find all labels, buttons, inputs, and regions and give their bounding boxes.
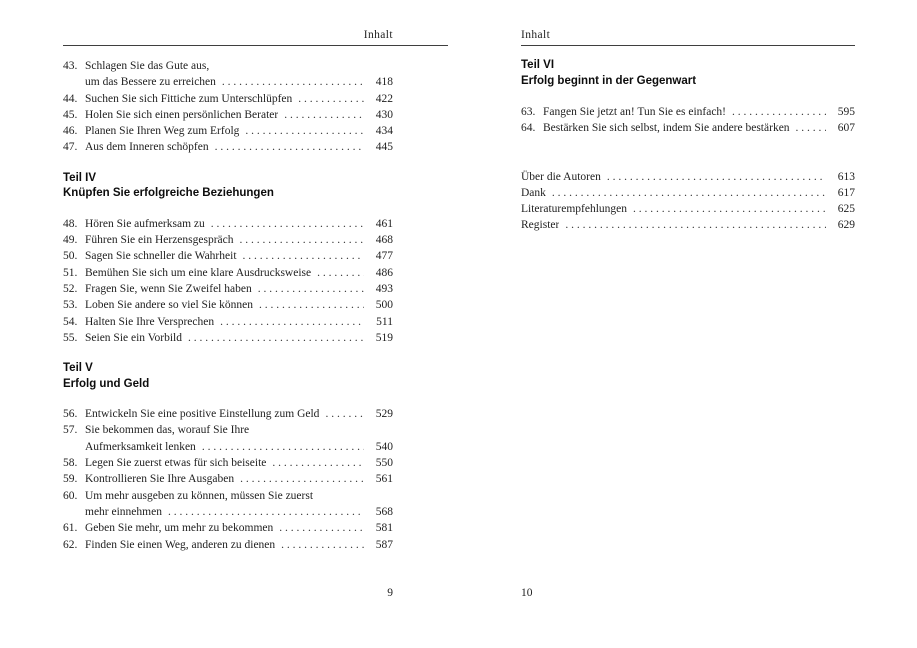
toc-entry [63,107,393,123]
entry-page-number: 625 [837,203,855,216]
entry-page-number: 418 [375,76,393,89]
entry-page-number: 568 [375,505,393,518]
dot-leader [272,455,364,471]
entry-body [85,406,393,422]
entry-body [85,314,393,330]
dot-leader [607,169,826,185]
entry-title: Finden Sie einen Weg, anderen zu dienen [85,538,276,551]
entry-page-number: 540 [375,440,393,453]
entry-page-number: 595 [837,106,855,118]
entry-body [85,488,393,521]
backmatter-entry [521,169,855,185]
entry-title: Über die Autoren [521,170,601,183]
entry-title: Legen Sie zuerst etwas für sich beiseite [85,457,267,470]
entry-number: 60. [63,489,78,502]
entry-body [85,232,393,248]
entry-page-number: 486 [375,266,393,279]
entry-title: Literaturempfehlungen [521,203,628,216]
section-heading [63,361,393,392]
entry-number: 54. [63,315,78,328]
entry-body [85,107,393,123]
entry-body [85,297,393,313]
entry-page-number: 511 [376,315,393,328]
toc-entry [63,139,393,155]
entry-title: Loben Sie andere so viel Sie können [85,299,253,312]
entry-page-number: 587 [375,538,393,551]
toc-entry [63,520,393,536]
entry-page-number: 445 [375,141,393,154]
entry-number: 49. [63,234,78,247]
entry-page-number: 500 [375,299,393,312]
entry-number: 46. [63,125,78,138]
running-head-label: Inhalt [363,29,393,41]
running-head [521,28,855,42]
entry-page-number: 561 [375,473,393,486]
dot-leader [168,504,364,520]
entry-body [543,104,855,120]
entry-number: 53. [63,299,78,312]
entry-number: 44. [63,92,78,105]
dot-leader [258,281,364,297]
toc-entry [63,455,393,471]
toc-entry [63,422,393,455]
entry-number: 59. [63,473,78,486]
dot-leader [281,537,364,553]
toc-entry [521,120,855,136]
backmatter-list [521,169,855,234]
dot-leader [565,217,826,233]
entry-title: Register [521,219,560,232]
dot-leader [202,439,364,455]
section-heading [521,58,855,89]
entry-body [85,91,393,107]
entry-body [85,471,393,487]
toc-entry [63,232,393,248]
entry-number: 50. [63,250,78,263]
dot-leader [245,123,364,139]
entry-number: 64. [521,122,536,135]
dot-leader [222,74,364,90]
entry-body [85,216,393,232]
entry-page-number: 607 [837,122,855,135]
toc-entry [63,123,393,139]
entry-page-number: 550 [375,457,393,470]
entry-body [85,281,393,297]
entry-body [85,139,393,155]
entry-page-number: 430 [375,108,393,121]
entry-page-number: 519 [375,331,393,344]
entry-page-number: 629 [837,219,855,232]
toc-entry [63,248,393,264]
part-title: Erfolg und Geld [63,377,150,390]
entry-page-number: 461 [375,217,393,230]
entry-number: 55. [63,331,78,344]
toc-entry [63,330,393,346]
entry-title: Entwickeln Sie eine positive Einstellung zum Geld [85,408,320,421]
entry-title: Bemühen Sie sich um eine klare Ausdrucksweise [85,266,312,279]
toc-entry [521,104,855,120]
left-page [63,28,448,599]
entry-page-number: 477 [375,250,393,263]
entry-title-line1: Sie bekommen das, worauf Sie Ihre [85,424,250,437]
toc-entry [63,216,393,232]
entry-title-line2: um das Bessere zu erreichen [85,76,216,89]
entry-number: 43. [63,60,78,72]
entry-title: Dank [521,186,546,199]
entry-title-line2: mehr einnehmen [85,505,162,518]
entry-body [85,455,393,471]
entry-title: Suchen Sie sich Fittiche zum Unterschlüpfen [85,92,293,105]
entry-body [85,58,393,91]
entry-number: 52. [63,282,78,295]
entry-page-number: 581 [375,522,393,535]
entry-title: Kontrollieren Sie Ihre Ausgaben [85,473,235,486]
dot-leader [243,248,364,264]
dot-leader [633,201,826,217]
entry-title: Planen Sie Ihren Weg zum Erfolg [85,125,240,138]
dot-leader [220,314,364,330]
toc-entry [63,297,393,313]
toc-entry [63,537,393,553]
entry-number: 57. [63,424,78,437]
entry-number: 61. [63,522,78,535]
part-label: Teil IV [63,171,97,184]
entry-page-number: 434 [375,125,393,138]
entry-number: 47. [63,141,78,154]
dot-leader [325,406,364,422]
entry-title: Aus dem Inneren schöpfen [85,141,209,154]
dot-leader [284,107,364,123]
toc-entry [63,91,393,107]
entry-number: 48. [63,217,78,230]
entry-title: Fangen Sie jetzt an! Tun Sie es einfach! [543,106,727,118]
entry-title: Halten Sie Ihre Versprechen [85,315,215,328]
entry-number: 45. [63,108,78,121]
entry-title: Sagen Sie schneller die Wahrheit [85,250,237,263]
toc-entry [63,488,393,521]
entry-page-number: 617 [837,186,855,199]
dot-leader [259,297,364,313]
toc-entry [63,406,393,422]
entry-title: Seien Sie ein Vorbild [85,331,183,344]
entry-title-line1: Schlagen Sie das Gute aus, [85,60,210,72]
entry-title: Fragen Sie, wenn Sie Zweifel haben [85,282,252,295]
entry-body [543,120,855,136]
backmatter-entry [521,217,855,233]
entry-body [85,123,393,139]
entry-page-number: 468 [375,234,393,247]
dot-leader [732,104,826,120]
entry-title-line2: Aufmerksamkeit lenken [85,440,196,453]
entry-body [85,520,393,536]
entry-title: Hören Sie aufmerksam zu [85,217,205,230]
toc-entry [63,281,393,297]
dot-leader [317,265,364,281]
entry-page-number: 422 [375,92,393,105]
entry-title: Führen Sie ein Herzensgespräch [85,234,234,247]
section-heading [63,171,393,202]
backmatter-entry [521,185,855,201]
part-title: Erfolg beginnt in der Gegenwart [521,74,697,87]
entry-page-number: 529 [375,408,393,421]
dot-leader [279,520,364,536]
toc-entry [63,265,393,281]
page-number: 10 [521,587,533,599]
toc-content [521,46,855,234]
entry-body [85,422,393,455]
backmatter-entry [521,201,855,217]
dot-leader [215,139,364,155]
entry-number: 56. [63,408,78,421]
part-label: Teil V [63,362,93,375]
dot-leader [240,232,365,248]
entry-title-line1: Um mehr ausgeben zu können, müssen Sie zuerst [85,489,314,502]
entry-title: Bestärken Sie sich selbst, indem Sie andere bestärken [543,122,790,135]
entry-title: Geben Sie mehr, um mehr zu bekommen [85,522,274,535]
running-head-label: Inhalt [521,29,551,41]
entry-page-number: 613 [837,170,855,183]
page-number: 9 [387,587,393,599]
entry-body [85,537,393,553]
entry-body [85,265,393,281]
dot-leader [298,91,364,107]
entry-page-number: 493 [375,282,393,295]
entry-body [85,248,393,264]
entry-number: 62. [63,538,78,551]
toc-entry [63,471,393,487]
entry-number: 51. [63,266,78,279]
dot-leader [552,185,826,201]
right-page [521,28,855,599]
dot-leader [188,330,364,346]
dot-leader [211,216,364,232]
toc-content [63,46,393,553]
entry-title: Holen Sie sich einen persönlichen Berater [85,108,279,121]
toc-entry [63,314,393,330]
dot-leader [796,120,826,136]
entry-number: 63. [521,106,536,118]
part-title: Knüpfen Sie erfolgreiche Beziehungen [63,187,274,200]
part-label: Teil VI [521,59,555,71]
toc-entry [63,58,393,91]
entry-body [85,330,393,346]
running-head [63,28,393,42]
entry-number: 58. [63,457,78,470]
dot-leader [240,471,364,487]
